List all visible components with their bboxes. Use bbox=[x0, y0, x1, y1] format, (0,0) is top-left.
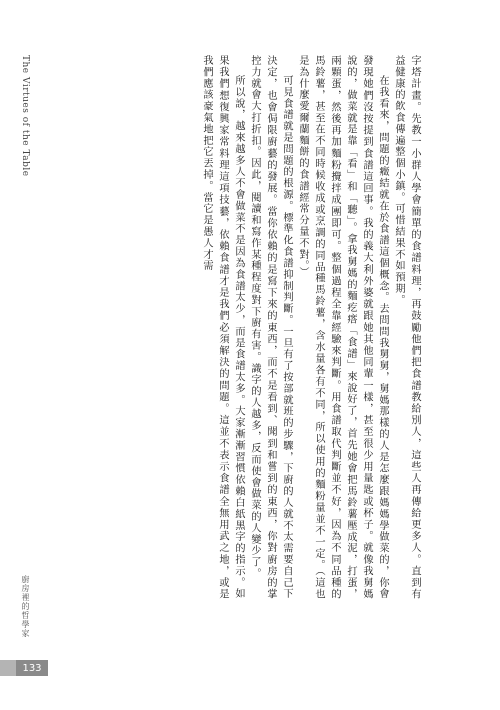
running-foot: 廚房裡的哲學家 bbox=[21, 575, 30, 638]
body-text bbox=[92, 55, 422, 600]
paragraph: 所以說，越來越多人不會做菜不是因為食譜太少，而是食譜太多。大家漸漸習慣依賴白紙黑字的指示。如果我們想復興家常料理這項技藝，依賴食譜才是我們必須解決的問題。這並不表示食譜全無用武之地，或是我們應該豪氣地把它丟掉。當它是愚人才需 bbox=[201, 55, 244, 600]
page-number-bar bbox=[16, 660, 48, 676]
paragraph: 可見食譜就是問題的根源。標準化食譜抑制判斷。一旦有了按部就班的步驟，下廚的人就不太需要自己下決定，也會侷限廚藝的發展。當你依賴的是寫下來的東西，而不是看到、聞到和嘗到的東西，你對廚房的掌控力就會大打折扣。因此，閱讀和寫作某種程度對下廚有害。識字的人越多，反而使會做菜的人變少了。 bbox=[249, 55, 292, 600]
paragraph: 字塔計畫。先教一小群人學會簡單的食譜料理，再鼓勵他們把食譜教給別人，這些人再傳給更多人。直到有益健康的飲食傳遍整個小鎮。可惜結果不如預期。 bbox=[393, 55, 420, 600]
running-head: The Virtues of the Table bbox=[20, 55, 30, 177]
page-number: 133 bbox=[22, 662, 42, 674]
paragraph: 在我看來，問題的癥結就在於食譜這個概念。去問問我舅舅，舅媽那樣的人是怎麼跟媽媽學做菜的，你會發現她們沒按提到食譜這回事。我的義大利外婆就跟她其他同輩一樣，甚至很少用量匙或杯子。就像我舅媽說的，做菜就是靠「看」和「聽」。拿我舅媽的麵疙瘩「食譜」來說好了，首先她會把馬鈴薯壓成泥，打蛋，兩顆蛋，然後再加麵粉攪拌成團即可。整個過程全靠經驗來判斷。用食譜取代判斷並不好，因為不同品種的馬鈴薯，甚至在不同時候收成或烹調的同品種馬鈴薯，含水量各有不同，所以使用的麵粉量並不一定。（這也是為什麼愛爾蘭麵餅的食譜經常分量不對。） bbox=[297, 55, 388, 600]
